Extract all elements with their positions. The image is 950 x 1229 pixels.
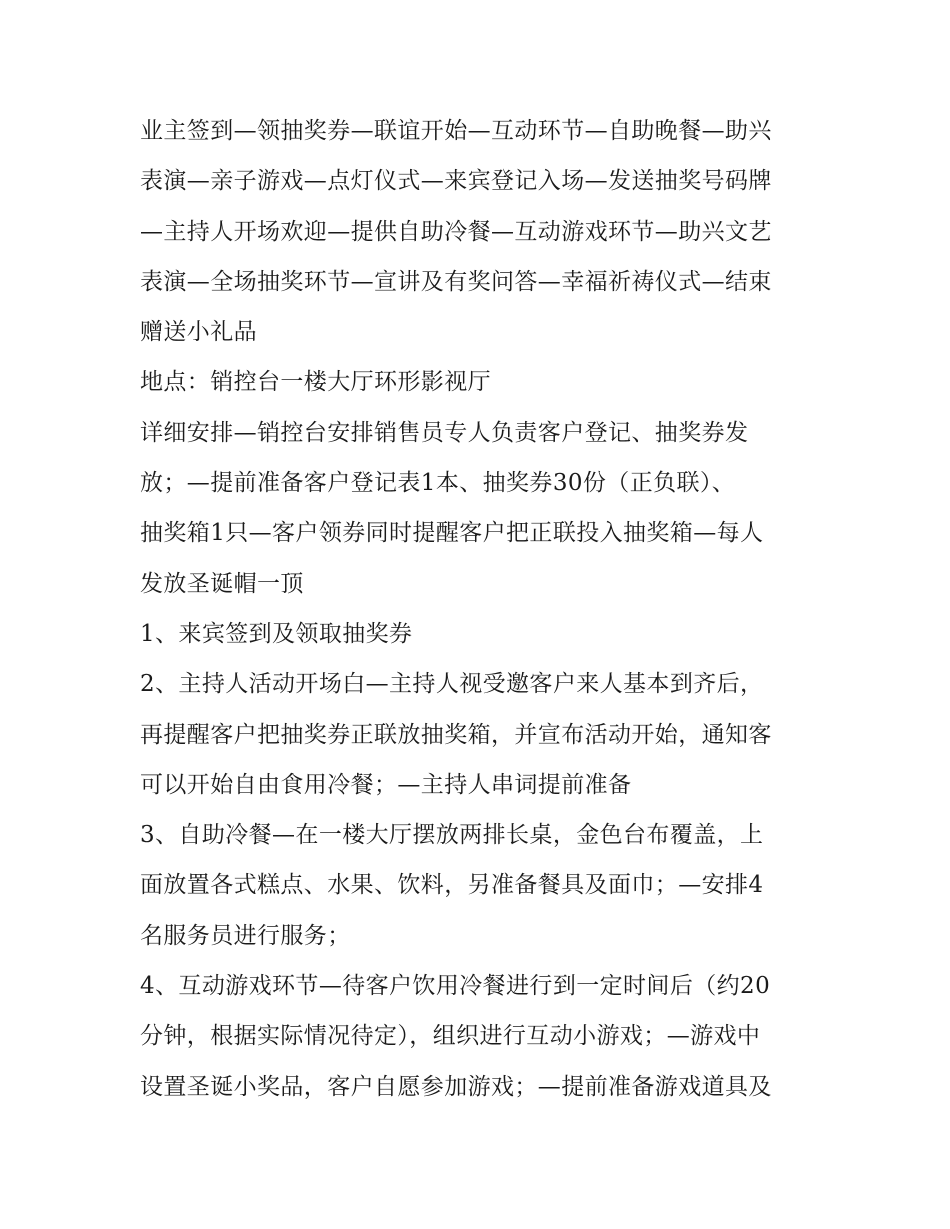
paragraph-item-2 <box>140 659 816 810</box>
text-line: 设置圣诞小奖品，客户自愿参加游戏；—提前准备游戏道具及 <box>140 1073 772 1100</box>
text-line: 表演—亲子游戏—点灯仪式—来宾登记入场—发送抽奖号码牌 <box>140 168 772 195</box>
text-line: 面放置各式糕点、水果、饮料，另准备餐具及面巾；—安排4 <box>140 872 764 899</box>
text-line: 4、互动游戏环节—待客户饮用冷餐进行到一定时间后（约20 <box>140 973 771 1000</box>
paragraph-item-3 <box>140 810 816 961</box>
paragraph-item-4 <box>140 961 816 1112</box>
paragraph-location <box>140 357 816 407</box>
text-line: 再提醒客户把抽奖券正联放抽奖箱，并宣布活动开始，通知客 <box>140 721 772 748</box>
text-line: 名服务员进行服务； <box>140 922 351 949</box>
text-line: 地点：销控台一楼大厅环形影视厅 <box>140 369 491 396</box>
paragraph-item-1 <box>140 609 816 659</box>
paragraph-detailed-arrangement <box>140 408 816 609</box>
text-line: 分钟，根据实际情况待定），组织进行互动小游戏；—游戏中 <box>140 1023 761 1050</box>
text-line: 2、主持人活动开场白—主持人视受邀客户来人基本到齐后， <box>140 671 764 698</box>
text-line: 3、自助冷餐—在一楼大厅摆放两排长桌，金色台布覆盖，上 <box>140 822 764 849</box>
text-line: 业主签到—领抽奖券—联谊开始—互动环节—自助晚餐—助兴 <box>140 118 772 144</box>
text-line: 表演—全场抽奖环节—宣讲及有奖问答—幸福祈祷仪式—结束 <box>140 268 772 295</box>
text-line: 放；—提前准备客户登记表1本、抽奖券30份（正负联）、 <box>140 470 736 497</box>
paragraph-event-flow <box>140 106 816 357</box>
text-line: —主持人开场欢迎—提供自助冷餐—互动游戏环节—助兴文艺 <box>140 218 772 245</box>
text-line: 赠送小礼品 <box>140 319 257 346</box>
text-line: 抽奖箱1只—客户领券同时提醒客户把正联投入抽奖箱—每人 <box>140 520 764 547</box>
text-line: 发放圣诞帽一顶 <box>140 570 304 597</box>
text-line: 详细安排—销控台安排销售员专人负责客户登记、抽奖券发 <box>140 419 749 446</box>
text-line: 可以开始自由食用冷餐；—主持人串词提前准备 <box>140 771 632 798</box>
document-body <box>140 106 816 1112</box>
text-line: 1、来宾签到及领取抽奖券 <box>140 620 413 647</box>
